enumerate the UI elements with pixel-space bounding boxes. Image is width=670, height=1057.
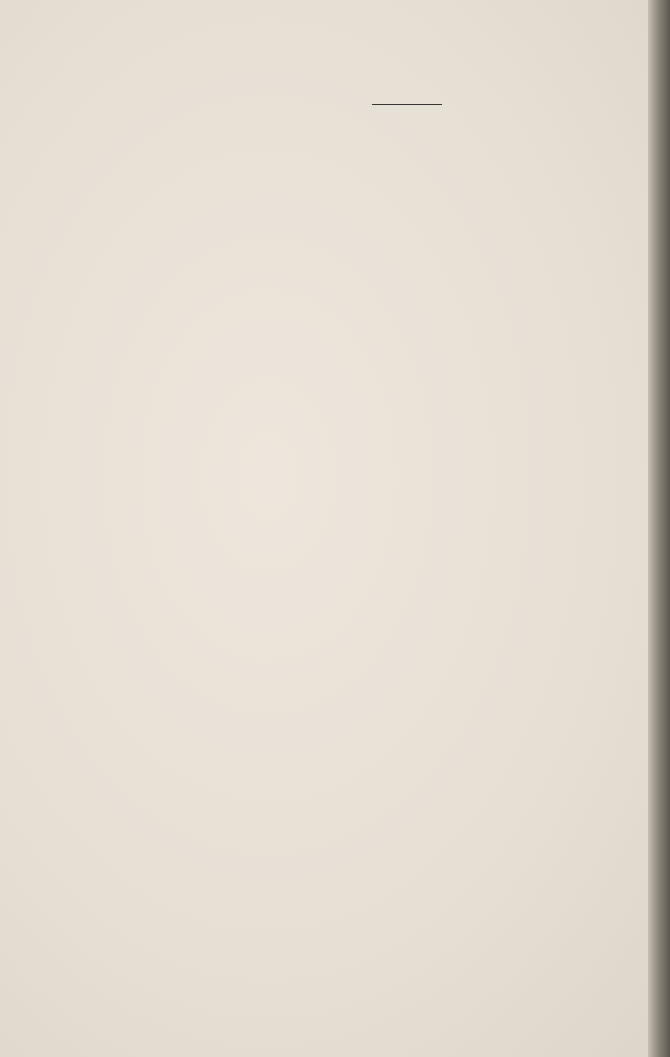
page-edge-shadow <box>648 0 670 1057</box>
page-number <box>372 103 442 105</box>
